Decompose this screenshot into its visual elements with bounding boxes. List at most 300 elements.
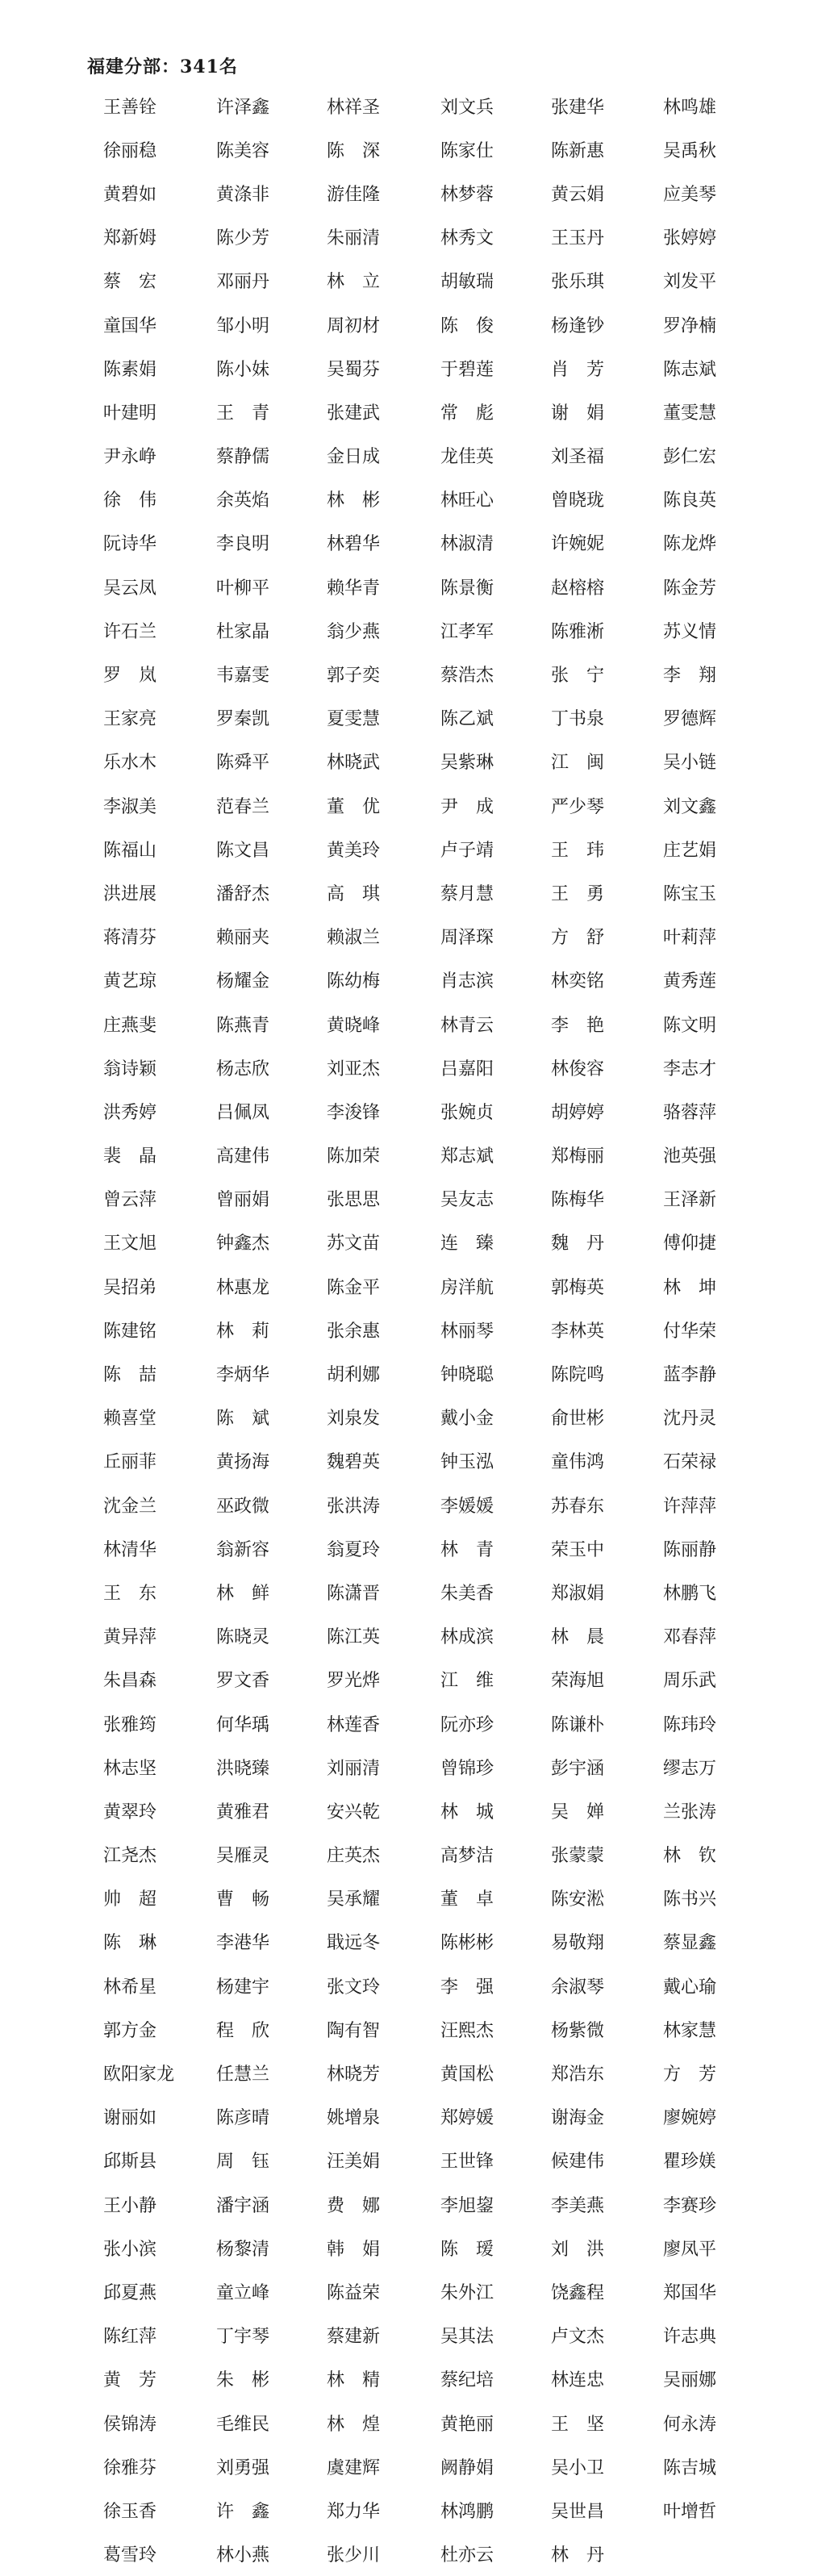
name-cell: 林祥圣 [327,97,381,118]
name-cell: 李浚锋 [327,1102,381,1123]
name-cell: 郑新姆 [103,228,157,249]
name-cell: 黄晓峰 [327,1015,381,1036]
name-cell: 郑力华 [327,2501,381,2522]
name-cell: 林 精 [327,2370,381,2391]
name-cell: 游佳隆 [327,184,381,205]
name-cell: 林 青 [440,1539,494,1560]
name-cell: 陈吉城 [663,2457,717,2478]
name-cell: 洪进展 [103,883,157,904]
name-cell: 王 青 [216,403,270,424]
name-cell: 陈江英 [327,1627,381,1648]
name-cell: 黄扬海 [216,1452,270,1473]
name-cell: 童国华 [103,315,157,336]
name-cell: 刘发平 [663,272,717,293]
name-cell: 杜家晶 [216,621,270,642]
name-cell: 邓春萍 [663,1627,717,1648]
name-cell: 罗德辉 [663,709,717,730]
name-cell: 林淑清 [440,534,494,555]
name-row [0,521,826,565]
name-row [0,1002,826,1046]
name-row [0,1614,826,1658]
name-cell: 吕佩凤 [216,1102,270,1123]
name-cell: 郑浩东 [551,2065,605,2085]
name-cell: 谢 娟 [551,403,605,424]
name-row [0,2314,826,2357]
name-cell: 邱斯县 [103,2152,157,2173]
name-cell: 林 城 [440,1802,494,1822]
name-cell: 黄翠玲 [103,1802,157,1822]
name-cell: 罗 岚 [103,666,157,687]
name-cell: 王善铨 [103,97,157,118]
name-cell: 陈美容 [216,140,270,161]
name-cell: 付华荣 [663,1321,717,1342]
name-cell: 朱外江 [440,2282,494,2303]
name-cell: 曾锦珍 [440,1758,494,1779]
name-cell: 杜亦云 [440,2545,494,2566]
name-cell: 叶莉萍 [663,928,717,949]
name-cell: 荣海旭 [551,1671,605,1692]
name-cell: 杨建宇 [216,1977,270,1998]
name-cell: 陈少芳 [216,228,270,249]
name-cell: 夏雯慧 [327,709,381,730]
name-cell: 陈玮玲 [663,1714,717,1735]
name-cell: 刘丽清 [327,1758,381,1779]
name-cell: 张蒙蒙 [551,1846,605,1867]
name-cell: 李港华 [216,1933,270,1954]
name-cell: 江孝军 [440,621,494,642]
name-cell: 陈加荣 [327,1146,381,1167]
name-cell: 徐雅芬 [103,2457,157,2478]
name-cell: 吴丽娜 [663,2370,717,2391]
name-cell: 林莲香 [327,1714,381,1735]
name-cell: 邹小明 [216,315,270,336]
name-cell: 吴小链 [663,753,717,774]
name-cell: 严少琴 [551,796,605,817]
name-cell: 黄碧如 [103,184,157,205]
name-cell: 郑婷媛 [440,2108,494,2129]
name-cell: 林俊容 [551,1058,605,1079]
name-row [0,259,826,303]
name-row [0,303,826,346]
name-cell: 廖凤平 [663,2239,717,2260]
name-cell: 李林英 [551,1321,605,1342]
name-cell: 罗文香 [216,1671,270,1692]
name-row [0,390,826,433]
name-row [0,1877,826,1920]
name-cell: 林希星 [103,1977,157,1998]
name-cell: 陈福山 [103,840,157,861]
name-cell: 林秀文 [440,228,494,249]
name-cell: 陈安淞 [551,1889,605,1910]
name-cell: 费 娜 [327,2195,381,2216]
name-cell: 蔡建新 [327,2327,381,2348]
name-cell: 林鸿鹏 [440,2501,494,2522]
name-cell: 叶建明 [103,403,157,424]
name-cell: 刘勇强 [216,2457,270,2478]
name-cell: 翁新容 [216,1539,270,1560]
name-cell: 陈幼梅 [327,971,381,992]
name-row [0,1134,826,1177]
name-cell: 徐 伟 [103,491,157,511]
name-cell: 林丽琴 [440,1321,494,1342]
name-cell: 王文旭 [103,1234,157,1255]
name-cell: 朱昌森 [103,1671,157,1692]
name-cell: 黄 芳 [103,2370,157,2391]
name-cell: 尹 成 [440,796,494,817]
name-cell: 钟晓聪 [440,1365,494,1386]
name-cell: 郑志斌 [440,1146,494,1167]
name-row [0,1483,826,1526]
name-cell: 兰张涛 [663,1802,717,1822]
name-cell: 董雯慧 [663,403,717,424]
name-cell: 魏碧英 [327,1452,381,1473]
name-cell: 林晓芳 [327,2065,381,2085]
name-cell: 方 芳 [663,2065,717,2085]
name-cell: 王 坚 [551,2414,605,2435]
name-cell: 瞿珍媄 [663,2152,717,2173]
name-row [0,127,826,171]
name-cell: 肖志滨 [440,971,494,992]
name-row [0,2357,826,2401]
name-cell: 黄国松 [440,2065,494,2085]
name-cell: 吴禹秋 [663,140,717,161]
name-cell: 汪熙杰 [440,2020,494,2041]
name-cell: 石荣禄 [663,1452,717,1473]
name-cell: 陈丽静 [663,1539,717,1560]
name-cell: 房洋航 [440,1277,494,1298]
name-cell: 林 煌 [327,2414,381,2435]
name-cell: 陶有智 [327,2020,381,2041]
name-cell: 杨逢钞 [551,315,605,336]
name-row [0,1920,826,1964]
name-row [0,740,826,783]
name-cell: 陈龙烨 [663,534,717,555]
name-cell: 钟玉泓 [440,1452,494,1473]
name-cell: 张婉贞 [440,1102,494,1123]
name-cell: 张小滨 [103,2239,157,2260]
name-cell: 阮诗华 [103,534,157,555]
name-row [0,2051,826,2094]
name-cell: 李志才 [663,1058,717,1079]
name-cell: 邱夏燕 [103,2282,157,2303]
name-cell: 李淑美 [103,796,157,817]
name-cell: 蔡 宏 [103,272,157,293]
name-cell: 黄雅君 [216,1802,270,1822]
name-cell: 葛雪玲 [103,2545,157,2566]
name-cell: 林清华 [103,1539,157,1560]
name-cell: 于碧莲 [440,359,494,380]
name-cell: 董 卓 [440,1889,494,1910]
name-row [0,1570,826,1614]
name-cell: 高建伟 [216,1146,270,1167]
name-cell: 张洪涛 [327,1496,381,1517]
name-cell: 缪志万 [663,1758,717,1779]
name-cell: 任慧兰 [216,2065,270,2085]
name-cell: 王家亮 [103,709,157,730]
name-cell: 帅 超 [103,1889,157,1910]
name-cell: 应美琴 [663,184,717,205]
name-cell: 许泽鑫 [216,97,270,118]
name-cell: 郭梅英 [551,1277,605,1298]
name-cell: 林 莉 [216,1321,270,1342]
name-cell: 林 钦 [663,1846,717,1867]
name-cell: 尹永峥 [103,447,157,468]
name-row [0,827,826,870]
name-cell: 李炳华 [216,1365,270,1386]
name-cell: 王玉丹 [551,228,605,249]
name-row [0,2269,826,2313]
name-cell: 王世锋 [440,2152,494,2173]
name-cell: 张 宁 [551,666,605,687]
name-cell: 赖喜堂 [103,1409,157,1430]
name-cell: 吴小卫 [551,2457,605,2478]
name-cell: 罗光烨 [327,1671,381,1692]
name-cell: 曾云萍 [103,1190,157,1211]
name-cell: 李良明 [216,534,270,555]
name-cell: 赖淑兰 [327,928,381,949]
name-cell: 刘泉发 [327,1409,381,1430]
name-cell: 陈晓灵 [216,1627,270,1648]
name-cell: 常 彪 [440,403,494,424]
name-cell: 杨志欣 [216,1058,270,1079]
name-cell: 巫政微 [216,1496,270,1517]
name-cell: 黄秀莲 [663,971,717,992]
name-row [0,84,826,127]
name-row [0,870,826,914]
name-cell: 王 东 [103,1583,157,1604]
name-cell: 童立峰 [216,2282,270,2303]
name-cell: 林青云 [440,1015,494,1036]
name-cell: 陈舜平 [216,753,270,774]
name-cell: 陈景衡 [440,578,494,599]
name-cell: 许石兰 [103,621,157,642]
name-row [0,1177,826,1221]
name-row [0,1964,826,2007]
name-cell: 林 丹 [551,2545,605,2566]
name-cell: 李媛媛 [440,1496,494,1517]
name-cell: 吴紫琳 [440,753,494,774]
name-cell: 吴云凤 [103,578,157,599]
name-cell: 陈文昌 [216,840,270,861]
name-cell: 胡敏瑞 [440,272,494,293]
name-row [0,2488,826,2532]
name-cell: 林旺心 [440,491,494,511]
name-cell: 陈益荣 [327,2282,381,2303]
name-cell: 朱美香 [440,1583,494,1604]
name-cell: 毛维民 [216,2414,270,2435]
name-cell: 陈雅淅 [551,621,605,642]
name-cell: 吕嘉阳 [440,1058,494,1079]
name-cell: 陈 俊 [440,315,494,336]
name-cell: 周乐武 [663,1671,717,1692]
name-row [0,1396,826,1439]
name-cell: 林 立 [327,272,381,293]
name-cell: 胡婷婷 [551,1102,605,1123]
name-cell: 侯锦涛 [103,2414,157,2435]
name-cell: 候建伟 [551,2152,605,2173]
name-cell: 丘丽菲 [103,1452,157,1473]
name-cell: 阮亦珍 [440,1714,494,1735]
name-cell: 曹 畅 [216,1889,270,1910]
name-cell: 王 勇 [551,883,605,904]
name-cell: 洪晓臻 [216,1758,270,1779]
name-cell: 林 坤 [663,1277,717,1298]
name-cell: 程 欣 [216,2020,270,2041]
name-cell: 林 晨 [551,1627,605,1648]
name-row [0,1351,826,1395]
name-cell: 陈梅华 [551,1190,605,1211]
name-cell: 安兴乾 [327,1802,381,1822]
name-cell: 许 鑫 [216,2501,270,2522]
name-cell: 陈 琳 [103,1933,157,1954]
name-cell: 陈 斌 [216,1409,270,1430]
name-cell: 黄异萍 [103,1627,157,1648]
name-cell: 陈红萍 [103,2327,157,2348]
name-cell: 翁少燕 [327,621,381,642]
name-cell: 吴招弟 [103,1277,157,1298]
name-cell: 王泽新 [663,1190,717,1211]
name-cell: 苏春东 [551,1496,605,1517]
name-cell: 李 翔 [663,666,717,687]
name-cell: 童伟鸿 [551,1452,605,1473]
name-cell: 郭子奕 [327,666,381,687]
name-row [0,1526,826,1570]
name-cell: 张文玲 [327,1977,381,1998]
name-cell: 张余惠 [327,1321,381,1342]
name-cell: 许萍萍 [663,1496,717,1517]
name-row [0,1439,826,1483]
name-cell: 魏 丹 [551,1234,605,1255]
name-cell: 陈潇晋 [327,1583,381,1604]
name-cell: 杨黎清 [216,2239,270,2260]
name-cell: 蔡纪培 [440,2370,494,2391]
name-cell: 张婷婷 [663,228,717,249]
name-row [0,1089,826,1133]
name-row [0,652,826,695]
name-cell: 陈宝玉 [663,883,717,904]
name-cell: 彭仁宏 [663,447,717,468]
name-cell: 张建武 [327,403,381,424]
name-cell: 金日成 [327,447,381,468]
name-cell: 陈彦晴 [216,2108,270,2129]
name-cell: 李 强 [440,1977,494,1998]
name-cell: 陈院鸣 [551,1365,605,1386]
name-cell: 叶柳平 [216,578,270,599]
name-cell: 方 舒 [551,928,605,949]
name-cell: 林晓武 [327,753,381,774]
name-cell: 苏文苗 [327,1234,381,1255]
name-cell: 刘 洪 [551,2239,605,2260]
name-cell: 连 臻 [440,1234,494,1255]
name-row [0,2095,826,2139]
name-cell: 王小静 [103,2195,157,2216]
name-cell: 谢丽如 [103,2108,157,2129]
name-cell: 赵榕榕 [551,578,605,599]
name-cell: 许婉妮 [551,534,605,555]
name-cell: 韦嘉雯 [216,666,270,687]
name-cell: 高梦洁 [440,1846,494,1867]
name-row [0,565,826,608]
name-cell: 郑国华 [663,2282,717,2303]
name-cell: 廖婉婷 [663,2108,717,2129]
name-cell: 江 闽 [551,753,605,774]
name-cell: 陈文明 [663,1015,717,1036]
name-cell: 傅仰捷 [663,1234,717,1255]
name-cell: 庄燕斐 [103,1015,157,1036]
name-cell: 高 琪 [327,883,381,904]
name-row [0,783,826,827]
name-row [0,346,826,390]
name-cell: 庄艺娟 [663,840,717,861]
name-cell: 林 鲜 [216,1583,270,1604]
name-cell: 曾丽娟 [216,1190,270,1211]
name-cell: 林小燕 [216,2545,270,2566]
name-row [0,915,826,958]
name-cell: 陈小妹 [216,359,270,380]
name-cell: 林成滨 [440,1627,494,1648]
name-cell: 黄美玲 [327,840,381,861]
name-cell: 陈彬彬 [440,1933,494,1954]
name-cell: 张少川 [327,2545,381,2566]
name-cell: 范春兰 [216,796,270,817]
name-list [0,84,826,2576]
name-cell: 裴 晶 [103,1146,157,1167]
name-cell: 叶增哲 [663,2501,717,2522]
name-cell: 沈金兰 [103,1496,157,1517]
name-cell: 江尧杰 [103,1846,157,1867]
name-cell: 郭方金 [103,2020,157,2041]
name-cell: 戢远冬 [327,1933,381,1954]
name-cell: 姚增泉 [327,2108,381,2129]
name-cell: 许志典 [663,2327,717,2348]
name-cell: 吴其法 [440,2327,494,2348]
name-cell: 蔡月慧 [440,883,494,904]
name-cell: 林惠龙 [216,1277,270,1298]
name-cell: 陈书兴 [663,1889,717,1910]
name-cell: 潘宇涵 [216,2195,270,2216]
name-cell: 周初材 [327,315,381,336]
name-cell: 黄云娟 [551,184,605,205]
name-row [0,696,826,740]
name-cell: 林梦蓉 [440,184,494,205]
name-cell: 陈 瑷 [440,2239,494,2260]
name-cell: 陈志斌 [663,359,717,380]
name-cell: 刘亚杰 [327,1058,381,1079]
name-row [0,1264,826,1308]
name-cell: 吴 婵 [551,1802,605,1822]
name-cell: 刘文鑫 [663,796,717,817]
name-cell: 欧阳家龙 [103,2065,175,2085]
name-cell: 赖华青 [327,578,381,599]
name-cell: 刘文兵 [440,97,494,118]
name-cell: 郑梅丽 [551,1146,605,1167]
name-cell: 林碧华 [327,534,381,555]
name-cell: 荣玉中 [551,1539,605,1560]
name-cell: 蔡静儒 [216,447,270,468]
name-cell: 陈建铭 [103,1321,157,1342]
name-cell: 罗净楠 [663,315,717,336]
name-cell: 钟鑫杰 [216,1234,270,1255]
name-cell: 苏义情 [663,621,717,642]
name-row [0,1046,826,1089]
name-cell: 李美燕 [551,2195,605,2216]
name-cell: 徐玉香 [103,2501,157,2522]
name-cell: 韩 娟 [327,2239,381,2260]
name-cell: 杨紫微 [551,2020,605,2041]
name-cell: 蓝李静 [663,1365,717,1386]
name-cell: 董 优 [327,796,381,817]
name-row [0,1221,826,1264]
